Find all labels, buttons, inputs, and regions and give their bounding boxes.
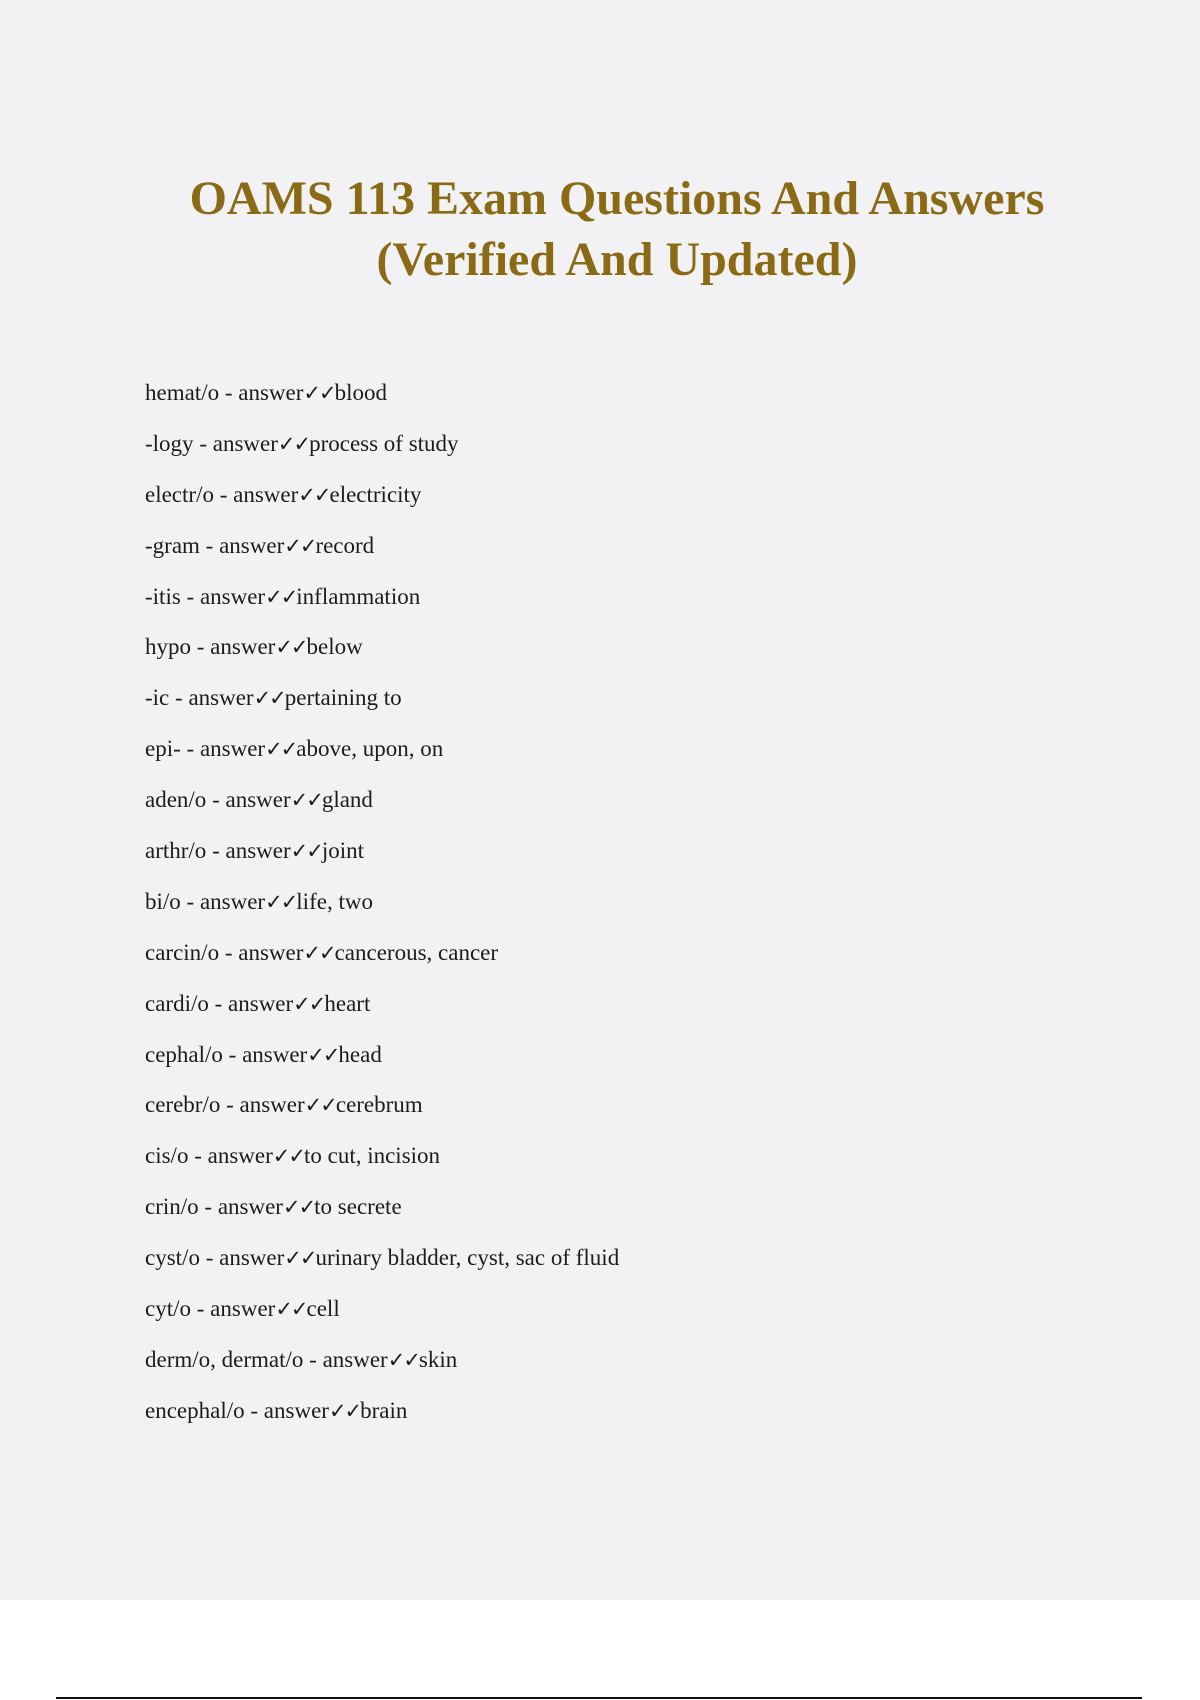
qa-answer: gland [321, 787, 373, 813]
answer-marker: answer [219, 532, 285, 558]
answer-marker: answer [212, 430, 278, 456]
double-check-icon: ✓✓ [290, 839, 322, 864]
qa-term: cyst/o [145, 1245, 200, 1271]
qa-item: crin/o - answer✓✓to secrete [145, 1194, 402, 1220]
qa-item: arthr/o - answer✓✓joint [145, 838, 364, 864]
qa-answer: process of study [309, 430, 459, 456]
qa-answer: cerebrum [335, 1092, 423, 1118]
answer-marker: answer [210, 634, 276, 660]
qa-answer: life, two [296, 888, 373, 914]
qa-answer: blood [334, 380, 387, 405]
title-line-1: OAMS 113 Exam Questions And Answers [189, 172, 1045, 225]
double-check-icon: ✓✓ [307, 1042, 339, 1067]
page-title [0, 168, 1200, 290]
qa-term: cis/o [145, 1143, 189, 1169]
qa-answer: cancerous, cancer [334, 939, 499, 965]
qa-term: aden/o [145, 787, 207, 813]
qa-item: cyt/o - answer✓✓cell [145, 1296, 340, 1322]
answer-marker: answer [199, 888, 266, 914]
title-line-2: (Verified And Updated) [376, 233, 858, 286]
qa-item: cerebr/o - answer✓✓cerebrum [145, 1092, 423, 1118]
qa-answer: joint [321, 838, 364, 864]
answer-marker: answer [199, 736, 266, 762]
double-check-icon: ✓✓ [265, 737, 297, 762]
qa-item: cis/o - answer✓✓to cut, incision [145, 1143, 441, 1169]
answer-marker: answer [225, 787, 291, 813]
qa-answer: to cut, incision [303, 1143, 441, 1169]
qa-item: -gram - answer✓✓record [145, 532, 375, 558]
qa-answer: above, upon, on [296, 736, 444, 762]
qa-item: cyst/o - answer✓✓urinary bladder, cyst, sac of fluid [145, 1245, 620, 1271]
qa-term: cardi/o [145, 990, 209, 1016]
qa-item: carcin/o - answer✓✓cancerous, cancer [145, 939, 499, 965]
qa-answer: brain [360, 1397, 408, 1423]
qa-term: epi- [145, 736, 181, 762]
double-check-icon: ✓✓ [303, 381, 335, 405]
answer-marker: answer [263, 1397, 329, 1423]
qa-item: -itis - answer✓✓inflammation [145, 583, 421, 609]
double-check-icon: ✓✓ [277, 431, 310, 456]
double-check-icon: ✓✓ [272, 1144, 304, 1169]
qa-term: derm/o, dermat/o [145, 1346, 304, 1372]
page-footer-area [0, 1600, 1200, 1700]
qa-item: epi- - answer✓✓above, upon, on [145, 736, 444, 762]
qa-item: aden/o - answer✓✓gland [145, 787, 373, 813]
qa-term: bi/o [145, 888, 181, 914]
qa-term: -gram [145, 532, 200, 558]
qa-item: electr/o - answer✓✓electricity [145, 481, 422, 507]
double-check-icon: ✓✓ [328, 1398, 361, 1423]
qa-item: hemat/o - answer✓✓blood [145, 380, 387, 405]
double-check-icon: ✓✓ [290, 788, 322, 813]
double-check-icon: ✓✓ [275, 1297, 307, 1322]
qa-item: bi/o - answer✓✓life, two [145, 888, 373, 914]
answer-marker: answer [188, 685, 254, 711]
double-check-icon: ✓✓ [284, 533, 316, 558]
qa-term: -itis [145, 583, 181, 609]
qa-term: crin/o [145, 1194, 199, 1220]
qa-item: hypo - answer✓✓below [145, 634, 363, 660]
answer-marker: answer [217, 1194, 283, 1220]
qa-term: cyt/o [145, 1296, 191, 1322]
double-check-icon: ✓✓ [293, 991, 325, 1016]
qa-item: cephal/o - answer✓✓head [145, 1041, 382, 1067]
double-check-icon: ✓✓ [387, 1347, 419, 1372]
qa-list [145, 380, 619, 1449]
qa-term: electr/o [145, 481, 214, 507]
qa-term: hemat/o [145, 380, 220, 405]
answer-marker: answer [238, 380, 304, 405]
qa-answer: to secrete [314, 1194, 402, 1220]
double-check-icon: ✓✓ [275, 635, 307, 660]
qa-answer: inflammation [296, 583, 421, 609]
qa-answer: skin [418, 1346, 458, 1372]
answer-marker: answer [225, 838, 291, 864]
qa-term: cerebr/o [145, 1092, 221, 1118]
answer-marker: answer [242, 1041, 308, 1067]
qa-item: derm/o, dermat/o - answer✓✓skin [145, 1346, 458, 1372]
double-check-icon: ✓✓ [304, 1093, 336, 1118]
answer-marker: answer [228, 990, 294, 1016]
double-check-icon: ✓✓ [253, 686, 285, 711]
qa-term: encephal/o [145, 1397, 245, 1423]
qa-term: -logy [145, 430, 194, 456]
answer-marker: answer [322, 1346, 388, 1372]
footer-divider [56, 1697, 1142, 1699]
qa-answer: heart [324, 990, 371, 1016]
answer-marker: answer [239, 1092, 305, 1118]
answer-marker: answer [233, 481, 299, 507]
answer-marker: answer [199, 583, 266, 609]
qa-item: cardi/o - answer✓✓heart [145, 990, 371, 1016]
qa-item: -ic - answer✓✓pertaining to [145, 685, 402, 711]
qa-answer: below [306, 634, 363, 660]
qa-term: hypo [145, 634, 191, 660]
qa-term: cephal/o [145, 1041, 223, 1067]
qa-answer: pertaining to [284, 685, 402, 711]
qa-answer: urinary bladder, cyst, sac of fluid [315, 1245, 620, 1271]
answer-marker: answer [207, 1143, 273, 1169]
double-check-icon: ✓✓ [284, 1246, 316, 1271]
qa-item: -logy - answer✓✓process of study [145, 430, 459, 456]
qa-answer: cell [306, 1296, 340, 1322]
answer-marker: answer [210, 1296, 276, 1322]
double-check-icon: ✓✓ [265, 889, 297, 914]
answer-marker: answer [219, 1245, 285, 1271]
double-check-icon: ✓✓ [265, 584, 297, 609]
qa-term: arthr/o [145, 838, 207, 864]
qa-answer: record [315, 532, 375, 558]
qa-answer: head [338, 1041, 382, 1067]
answer-marker: answer [238, 939, 304, 965]
qa-item: encephal/o - answer✓✓brain [145, 1397, 408, 1423]
qa-term: carcin/o [145, 939, 220, 965]
double-check-icon: ✓✓ [282, 1195, 315, 1220]
qa-term: -ic [145, 685, 170, 711]
qa-answer: electricity [329, 481, 422, 507]
double-check-icon: ✓✓ [303, 940, 335, 965]
double-check-icon: ✓✓ [298, 482, 330, 507]
